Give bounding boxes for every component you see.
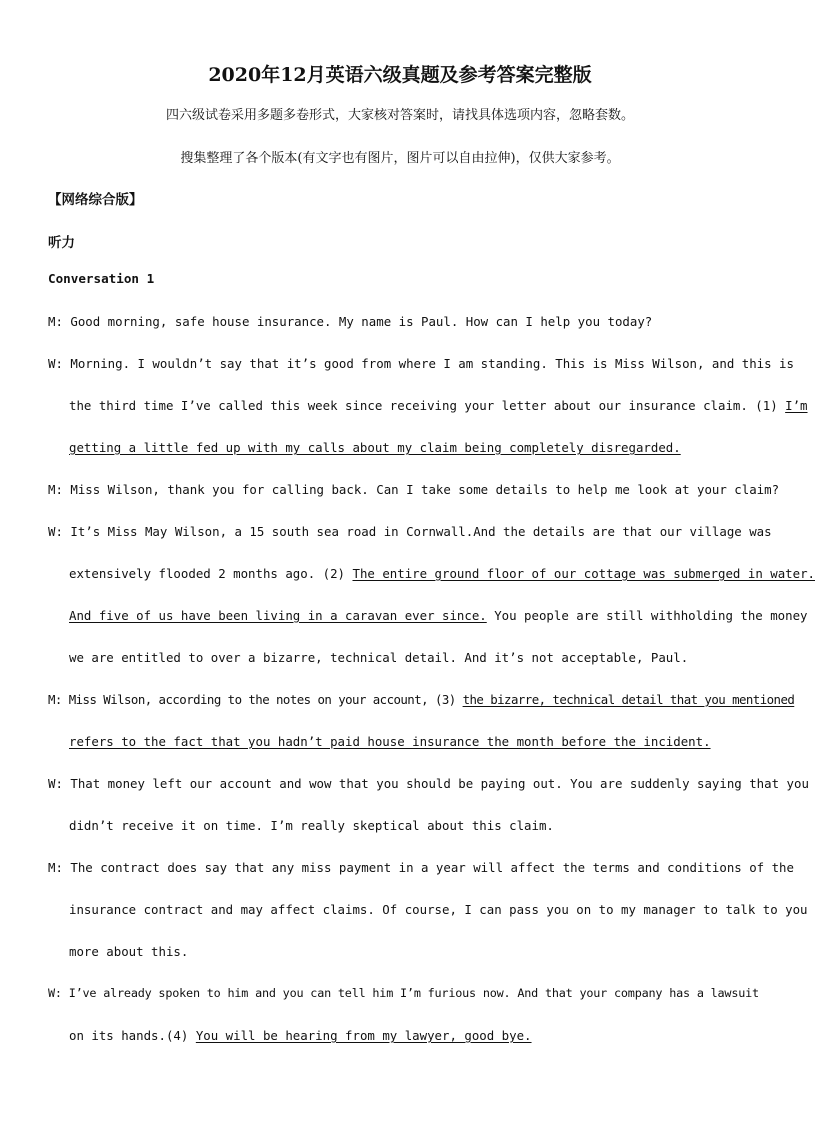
page-title: 2020年12月英语六级真题及参考答案完整版 (208, 64, 592, 86)
dialogue-line-m2: M: Miss Wilson, thank you for calling back. Can I take some details to help me look at your claim? (48, 482, 780, 497)
section-label: 【网络综合版】 (48, 192, 143, 208)
dialogue-line-w1b (69, 398, 808, 413)
answer-underline-2a: The entire ground floor of our cottage was submerged in water. (352, 566, 815, 581)
dialogue-line-w2d: we are entitled to over a bizarre, technical detail. And it’s not acceptable, Paul. (69, 650, 689, 665)
conversation-label: Conversation 1 (48, 271, 155, 286)
answer-underline-3a: the bizarre, technical detail that you mentioned (462, 692, 795, 707)
dialogue-line-w3b: didn’t receive it on time. I’m really skeptical about this claim. (69, 818, 554, 833)
dialogue-line-w2c (69, 608, 808, 623)
dialogue-text: on its hands.(4) (69, 1028, 196, 1043)
dialogue-line-w1c (69, 440, 681, 455)
intro-note-2: 搜集整理了各个版本(有文字也有图片，图片可以自由拉伸)，仅供大家参考。 (180, 151, 620, 166)
dialogue-text: extensively flooded 2 months ago. (2) (69, 566, 353, 581)
dialogue-text: M: Miss Wilson, according to the notes on your account, (3) (48, 692, 463, 707)
dialogue-line-m3b (69, 734, 711, 749)
answer-underline-3b: refers to the fact that you hadn’t paid house insurance the month before the incident. (69, 734, 711, 749)
dialogue-text: You people are still withholding the money (486, 608, 808, 623)
dialogue-line-m4a: M: The contract does say that any miss payment in a year will affect the terms and conditions of the (48, 860, 794, 875)
part-label: 听力 (48, 235, 75, 251)
dialogue-line-w4b (69, 1028, 532, 1043)
intro-note-1: 四六级试卷采用多题多卷形式，大家核对答案时，请找具体选项内容，忽略套数。 (165, 108, 634, 123)
dialogue-line-w1a: W: Morning. I wouldn’t say that it’s good from where I am standing. This is Miss Wilson, and this is (48, 356, 794, 371)
dialogue-line-m4c: more about this. (69, 944, 189, 959)
dialogue-line-w2a: W: It’s Miss May Wilson, a 15 south sea road in Cornwall.And the details are that our village was (48, 524, 772, 539)
dialogue-text: the third time I’ve called this week since receiving your letter about our insurance claim. (1) (69, 398, 786, 413)
dialogue-line-w2b (69, 566, 815, 581)
dialogue-line-m1: M: Good morning, safe house insurance. My name is Paul. How can I help you today? (48, 314, 653, 329)
dialogue-line-m3a (48, 692, 794, 707)
dialogue-line-w3a: W: That money left our account and wow that you should be paying out. You are suddenly saying that you (48, 776, 809, 791)
dialogue-line-m4b: insurance contract and may affect claims. Of course, I can pass you on to my manager to talk to you (69, 902, 808, 917)
answer-underline-4: You will be hearing from my lawyer, good bye. (195, 1028, 532, 1043)
answer-underline-2b: And five of us have been living in a caravan ever since. (69, 608, 487, 623)
dialogue-line-w4a: W: I’ve already spoken to him and you can tell him I’m furious now. And that your company has a lawsuit (48, 986, 759, 1000)
answer-underline-1b: getting a little fed up with my calls about my claim being completely disregarded. (69, 440, 681, 455)
answer-underline-1a: I’m (785, 398, 808, 413)
